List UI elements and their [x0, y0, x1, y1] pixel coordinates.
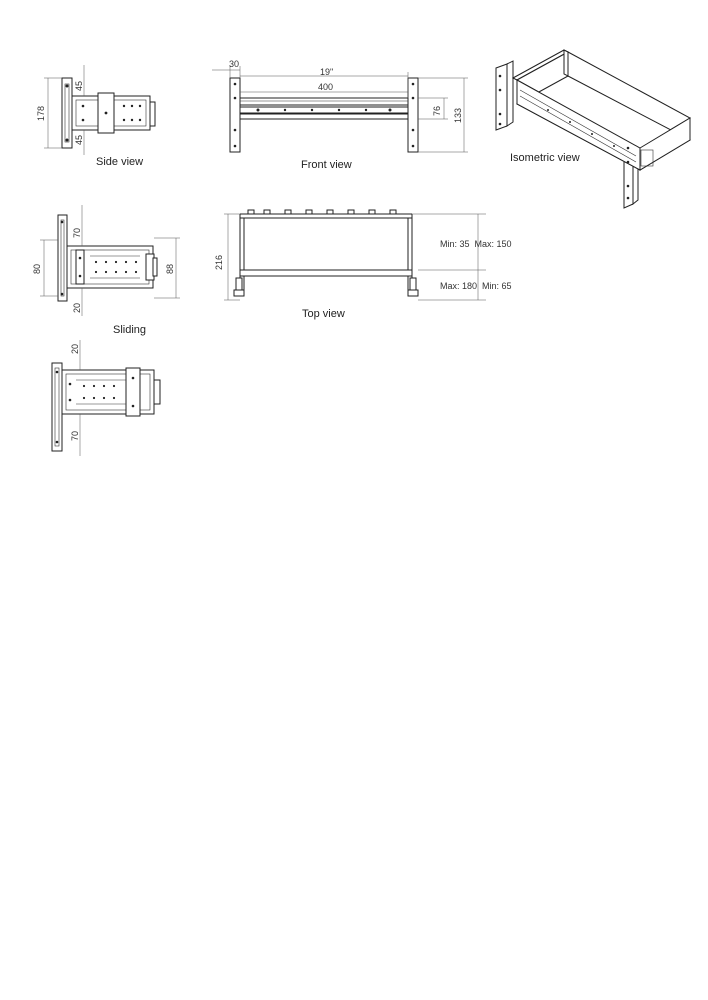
front-dim-30: 30	[229, 59, 240, 69]
slide2-dim-70: 70	[70, 430, 80, 441]
side-dim-45-bottom: 45	[74, 134, 84, 145]
front-dim-400: 400	[318, 82, 334, 92]
slide-dim-88: 88	[165, 263, 175, 274]
sliding-view-drawing	[40, 205, 180, 316]
front-dim-76: 76	[432, 105, 442, 116]
side-dim-178: 178	[36, 105, 46, 121]
front-dim-133: 133	[453, 107, 463, 123]
top-dim-min35-max150: Min: 35 Max: 150	[440, 239, 512, 249]
top-dim-max180-min65: Max: 180 Min: 65	[440, 281, 512, 291]
slide-dim-70: 70	[72, 227, 82, 238]
front-dim-19in: 19"	[320, 67, 334, 77]
top-view-label: Top view	[302, 308, 345, 320]
slide-dim-80: 80	[32, 263, 42, 274]
isometric-view-label: Isometric view	[510, 152, 580, 164]
sliding-label: Sliding	[113, 324, 147, 336]
front-view-label: Front view	[301, 159, 352, 171]
side-view-drawing	[44, 65, 155, 155]
slide2-dim-20: 20	[70, 343, 80, 354]
side-dim-45-top: 45	[74, 80, 84, 91]
slide-dim-20: 20	[72, 302, 82, 313]
sliding-view-2-drawing	[52, 340, 160, 456]
isometric-view-drawing	[496, 50, 690, 208]
front-view-drawing	[212, 66, 468, 152]
top-dim-216: 216	[214, 254, 224, 270]
side-view-label: Side view	[96, 156, 144, 168]
